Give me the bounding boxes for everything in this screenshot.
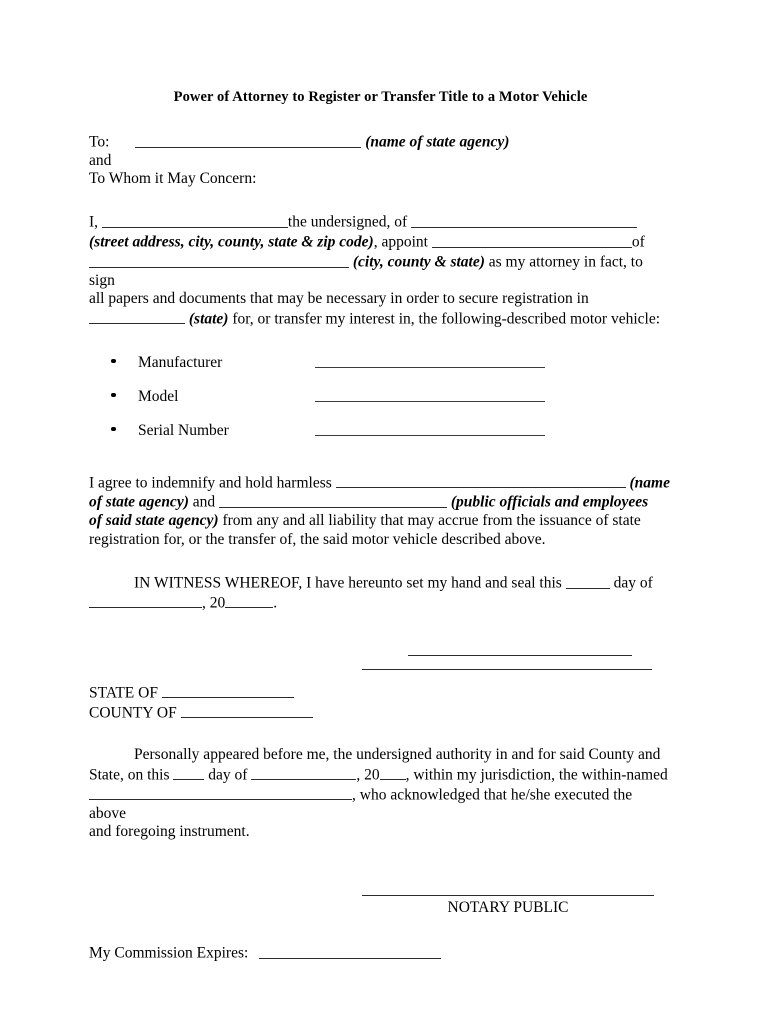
indemnity-line-2: of state agency) and (public officials and employees [89, 494, 649, 512]
bullet-icon [111, 427, 116, 432]
signature-line-lower[interactable] [362, 669, 652, 670]
appointment-line-2: (street address, city, county, state & zip code), appoint of [89, 234, 645, 252]
indemnity-line-4: registration for, or the transfer of, the said motor vehicle described above. [89, 530, 546, 548]
addressee-concern-line: To Whom it May Concern: [89, 170, 257, 188]
addressee-to-line [89, 132, 672, 152]
attorney-name-blank[interactable] [432, 232, 632, 248]
indemnity-officials-blank[interactable] [219, 492, 447, 508]
page-title: Power of Attorney to Register or Transfer Title to a Motor Vehicle [173, 89, 588, 105]
vehicle-serial-blank[interactable] [315, 421, 545, 437]
appointment-line-1: I, the undersigned, of [89, 212, 672, 232]
acknowledgment-line-1: Personally appeared before me, the undersigned authority in and for said County and [134, 746, 661, 764]
acknowledgment-month-blank[interactable] [251, 765, 356, 781]
venue-county-line: COUNTY OF [89, 703, 672, 723]
acknowledgment-line-2: State, on this day of , 20 , within my jurisdiction, the within-named [89, 766, 668, 784]
addressee-and-line: and [89, 152, 112, 170]
acknowledgment-line-4: and foregoing instrument. [89, 822, 250, 840]
notary-signature-line[interactable] [362, 895, 654, 896]
document-body [89, 88, 672, 963]
indemnity-agency-blank[interactable] [336, 473, 626, 489]
appointment-paragraph [89, 212, 672, 328]
appointment-line-3: (city, county & state) as my attorney in fact, to sign [89, 254, 643, 290]
venue-block [89, 683, 672, 723]
vehicle-model-blank[interactable] [315, 387, 545, 403]
registration-state-blank[interactable] [89, 309, 185, 325]
list-item [89, 387, 672, 421]
vehicle-model-label: Model [138, 388, 179, 406]
witness-line-2: , 20 . [89, 593, 672, 613]
vehicle-description-list [89, 353, 672, 455]
venue-state-blank[interactable] [162, 683, 294, 699]
signature-line-upper[interactable] [408, 655, 632, 656]
list-item [89, 353, 672, 387]
acknowledgment-year-blank[interactable] [380, 765, 406, 781]
list-item [89, 421, 672, 455]
witness-clause [89, 573, 672, 613]
notary-caption: NOTARY PUBLIC [447, 898, 569, 916]
acknowledgment-name-blank[interactable] [89, 785, 352, 801]
indemnity-paragraph [89, 473, 672, 549]
venue-state-line: STATE OF [89, 683, 672, 703]
principal-name-blank[interactable] [102, 212, 288, 228]
appointment-line-4: all papers and documents that may be necessary in order to secure registration in [89, 290, 589, 308]
commission-expiry-line [89, 943, 672, 963]
commission-expiry-blank[interactable] [259, 943, 441, 959]
indemnity-line-1: I agree to indemnify and hold harmless (name [89, 474, 670, 492]
commission-expiry-label: My Commission Expires: [89, 944, 249, 962]
vehicle-manufacturer-blank[interactable] [315, 353, 545, 369]
witness-year-blank[interactable] [225, 593, 273, 609]
acknowledgment-day-blank[interactable] [173, 765, 204, 781]
notary-signature-area [89, 885, 672, 925]
indemnity-line-3: of said state agency) from any and all liability that may accrue from the issuance of state [89, 512, 641, 530]
acknowledgment-line-3: , who acknowledged that he/she executed the above [89, 786, 633, 822]
to-agency-blank[interactable] [135, 132, 361, 148]
addressee-block [89, 132, 672, 188]
bullet-icon [111, 393, 116, 398]
venue-county-blank[interactable] [181, 703, 313, 719]
witness-day-blank[interactable] [566, 573, 610, 589]
principal-address-blank[interactable] [411, 212, 637, 228]
bullet-icon [111, 359, 116, 364]
witness-line-1: IN WITNESS WHEREOF, I have hereunto set my hand and seal this day of [134, 574, 653, 592]
to-label: To: [89, 133, 110, 151]
signature-area [89, 643, 672, 683]
witness-month-blank[interactable] [89, 593, 202, 609]
vehicle-serial-label: Serial Number [138, 422, 229, 440]
to-agency-note: (name of state agency) [365, 133, 510, 151]
acknowledgment-paragraph [89, 746, 672, 840]
attorney-city-blank[interactable] [89, 252, 349, 268]
appointment-line-5: (state) for, or transfer my interest in, the following-described motor vehicle: [89, 309, 672, 329]
vehicle-manufacturer-label: Manufacturer [138, 354, 223, 372]
